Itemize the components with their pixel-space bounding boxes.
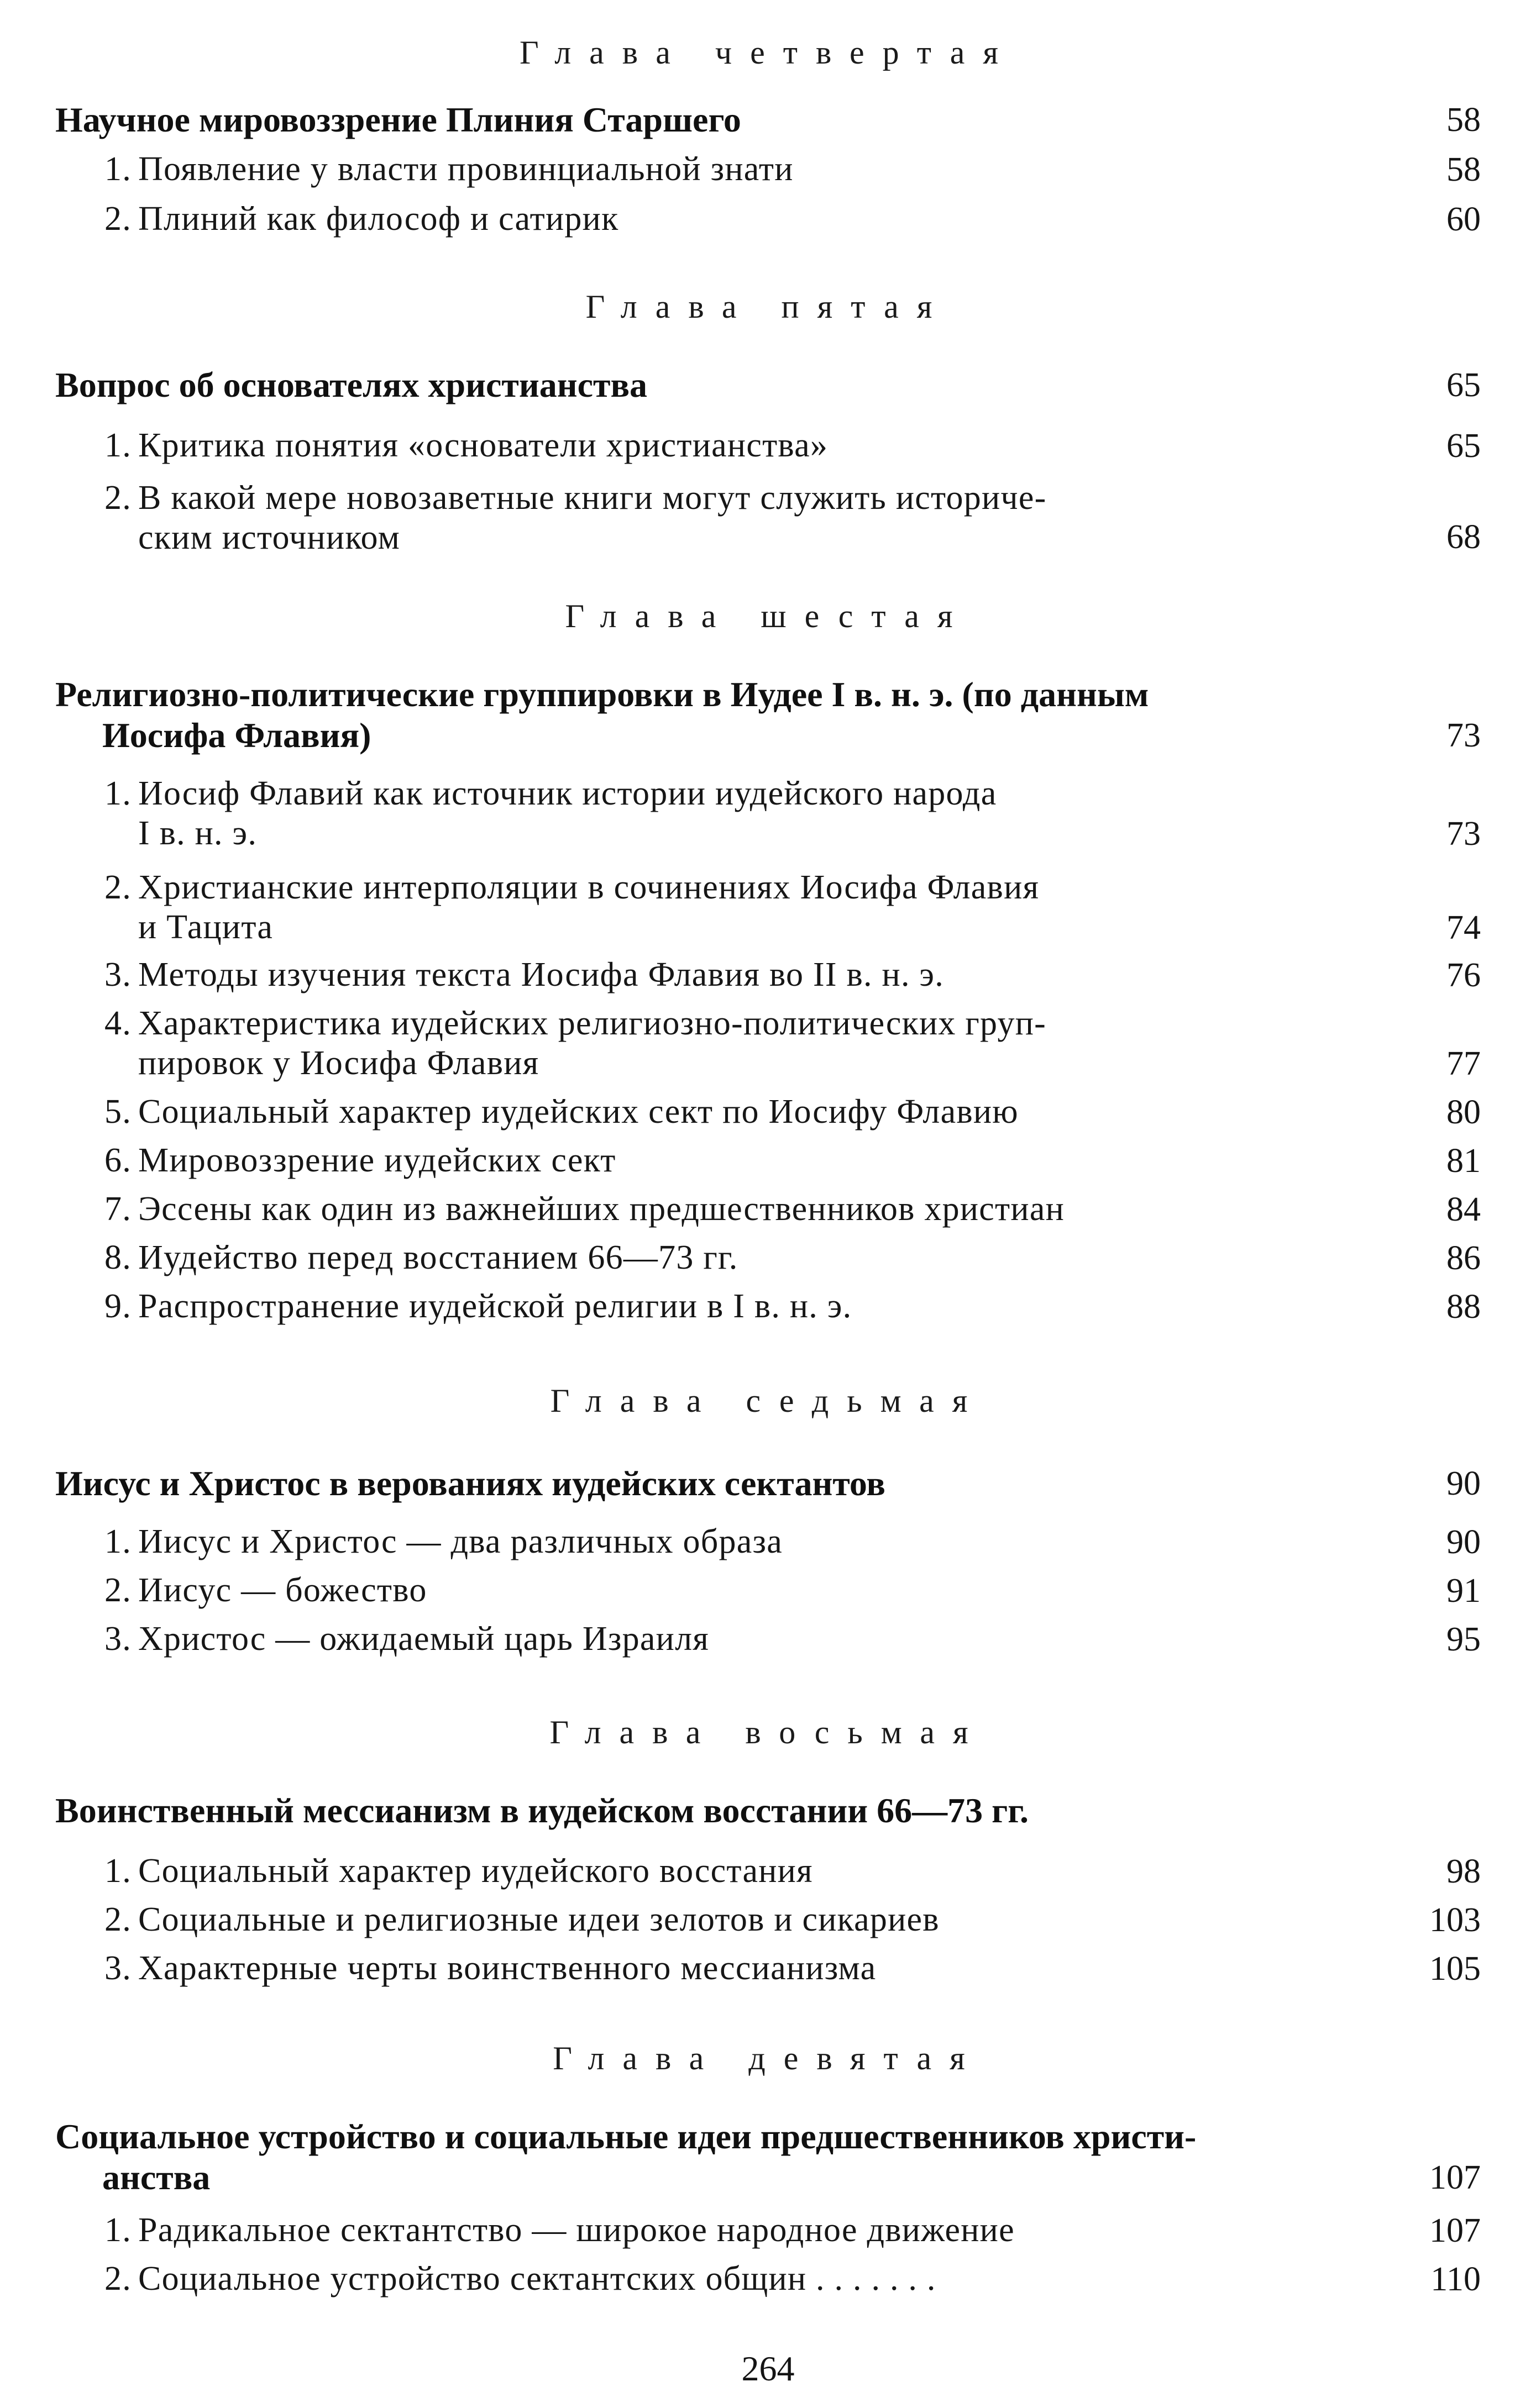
page-number: 60 bbox=[1446, 201, 1481, 238]
item-text: Иосиф Флавий как источник истории иудейского народа bbox=[138, 775, 997, 812]
page-number: 80 bbox=[1446, 1093, 1481, 1131]
toc-item bbox=[104, 1619, 1376, 1659]
toc-item bbox=[104, 1003, 1376, 1083]
page-number: 107 bbox=[1429, 2212, 1481, 2249]
page-number: 73 bbox=[1446, 717, 1481, 754]
toc-item bbox=[104, 867, 1376, 947]
item-text: Мировоззрение иудейских сект bbox=[138, 1142, 616, 1179]
page-number: 98 bbox=[1446, 1853, 1481, 1890]
item-text-continued: I в. н. э. bbox=[138, 814, 258, 852]
toc-item bbox=[104, 955, 1376, 995]
chapter-heading: Глава восьмая bbox=[549, 1714, 987, 1750]
page-number: 103 bbox=[1429, 1901, 1481, 1939]
item-text: Появление у власти провинциальной знати bbox=[138, 150, 794, 188]
item-text: Христос — ожидаемый царь Израиля bbox=[138, 1620, 710, 1658]
toc-item bbox=[104, 149, 1376, 189]
page-number: 84 bbox=[1446, 1191, 1481, 1228]
toc-item bbox=[104, 2259, 1376, 2299]
chapter-title: Воинственный мессианизм в иудейском восстании 66—73 гг. bbox=[55, 1791, 1029, 1830]
page-number: 58 bbox=[1446, 101, 1481, 139]
item-number: 1. bbox=[104, 775, 132, 812]
chapter-heading: Глава четвертая bbox=[520, 34, 1016, 71]
page-number: 88 bbox=[1446, 1288, 1481, 1326]
item-number: 2. bbox=[104, 479, 132, 517]
page-number: 81 bbox=[1446, 1142, 1481, 1180]
chapter-title-line2: анства bbox=[102, 2158, 211, 2197]
item-text: Характеристика иудейских религиозно-политических груп- bbox=[138, 1005, 1047, 1042]
toc-item bbox=[104, 1286, 1376, 1326]
item-text: Радикальное сектантство — широкое народное движение bbox=[138, 2211, 1015, 2249]
item-text: Иудейство перед восстанием 66—73 гг. bbox=[138, 1239, 738, 1276]
page-number: 77 bbox=[1446, 1045, 1481, 1082]
page-number: 110 bbox=[1430, 2260, 1481, 2298]
page-number: 58 bbox=[1446, 151, 1481, 188]
chapter-title-line1: Религиозно-политические группировки в Иудее I в. н. э. (по данным bbox=[55, 675, 1149, 714]
item-text: Христианские интерполяции в сочинениях Иосифа Флавия bbox=[138, 869, 1040, 906]
item-text-continued: и Тацита bbox=[138, 908, 274, 946]
page-number: 90 bbox=[1446, 1523, 1481, 1561]
item-number: 4. bbox=[104, 1005, 132, 1042]
item-text: Социальный характер иудейского восстания bbox=[138, 1852, 813, 1890]
item-number: 1. bbox=[104, 2211, 132, 2249]
page-number: 76 bbox=[1446, 956, 1481, 994]
toc-item bbox=[104, 774, 1376, 853]
page-number: 86 bbox=[1446, 1239, 1481, 1277]
toc-item bbox=[104, 1238, 1376, 1277]
chapter-title: Вопрос об основателях христианства bbox=[55, 365, 647, 404]
toc-item bbox=[104, 425, 1376, 465]
toc-item bbox=[104, 1948, 1376, 1988]
item-text: Социальное устройство сектантских общин . . . . . . . bbox=[138, 2260, 936, 2297]
item-number: 2. bbox=[104, 869, 132, 906]
toc-item bbox=[104, 199, 1376, 239]
page-number: 105 bbox=[1429, 1950, 1481, 1988]
toc-item bbox=[104, 478, 1376, 558]
chapter-heading: Глава девятая bbox=[553, 2040, 983, 2076]
item-text: Иисус и Христос — два различных образа bbox=[138, 1523, 783, 1560]
item-text: Иисус — божество bbox=[138, 1571, 427, 1609]
page-number: 91 bbox=[1446, 1572, 1481, 1610]
toc-item bbox=[104, 1140, 1376, 1180]
item-text: Эссены как один из важнейших предшественников христиан bbox=[138, 1190, 1065, 1228]
page-number: 107 bbox=[1429, 2159, 1481, 2196]
toc-item bbox=[104, 1189, 1376, 1229]
item-number: 2. bbox=[104, 1901, 132, 1938]
page-number: 90 bbox=[1446, 1465, 1481, 1502]
item-number: 1. bbox=[104, 1523, 132, 1560]
item-text: В какой мере новозаветные книги могут служить историче- bbox=[138, 479, 1047, 517]
item-number: 1. bbox=[104, 427, 132, 464]
chapter-heading: Глава седьмая bbox=[550, 1382, 986, 1419]
page-number: 65 bbox=[1446, 427, 1481, 465]
item-number: 3. bbox=[104, 1620, 132, 1658]
item-number: 2. bbox=[104, 1571, 132, 1609]
page-number: 68 bbox=[1446, 518, 1481, 556]
item-number: 8. bbox=[104, 1239, 132, 1276]
toc-item bbox=[104, 1522, 1376, 1561]
chapter-title-line2: Иосифа Флавия) bbox=[102, 716, 371, 755]
chapter-title bbox=[55, 2116, 1404, 2198]
item-number: 1. bbox=[104, 150, 132, 188]
toc-item bbox=[104, 2210, 1376, 2250]
item-text-continued: ским источником bbox=[138, 519, 401, 556]
item-text: Критика понятия «основатели христианства» bbox=[138, 427, 829, 464]
toc-item bbox=[104, 1851, 1376, 1891]
item-text: Распространение иудейской религии в I в. н. э. bbox=[138, 1287, 852, 1325]
item-text: Характерные черты воинственного мессианизма bbox=[138, 1949, 877, 1987]
chapter-title-line1: Социальное устройство и социальные идеи предшественников христи- bbox=[55, 2117, 1197, 2156]
item-text-continued: пировок у Иосифа Флавия bbox=[138, 1044, 539, 1082]
item-text: Социальный характер иудейских сект по Иосифу Флавию bbox=[138, 1093, 1019, 1131]
chapter-title: Иисус и Христос в верованиях иудейских сектантов bbox=[55, 1464, 885, 1503]
chapter-title bbox=[55, 674, 1404, 756]
item-number: 2. bbox=[104, 200, 132, 238]
chapter-heading: Глава пятая bbox=[585, 288, 951, 325]
item-number: 3. bbox=[104, 956, 132, 993]
item-text: Социальные и религиозные идеи зелотов и сикариев bbox=[138, 1901, 940, 1938]
item-number: 9. bbox=[104, 1287, 132, 1325]
item-number: 1. bbox=[104, 1852, 132, 1890]
folio-page-number: 264 bbox=[741, 2349, 795, 2388]
chapter-heading: Глава шестая bbox=[565, 598, 971, 634]
page-number: 73 bbox=[1446, 815, 1481, 853]
toc-item bbox=[104, 1092, 1376, 1132]
toc-item bbox=[104, 1900, 1376, 1939]
page-number: 65 bbox=[1446, 366, 1481, 404]
item-text: Методы изучения текста Иосифа Флавия во II в. н. э. bbox=[138, 956, 945, 993]
item-number: 2. bbox=[104, 2260, 132, 2297]
page-number: 74 bbox=[1446, 909, 1481, 947]
item-number: 5. bbox=[104, 1093, 132, 1131]
item-number: 7. bbox=[104, 1190, 132, 1228]
item-number: 6. bbox=[104, 1142, 132, 1179]
item-text: Плиний как философ и сатирик bbox=[138, 200, 619, 238]
toc-item bbox=[104, 1570, 1376, 1610]
item-number: 3. bbox=[104, 1949, 132, 1987]
chapter-title: Научное мировоззрение Плиния Старшего bbox=[55, 100, 741, 139]
page-number: 95 bbox=[1446, 1621, 1481, 1658]
